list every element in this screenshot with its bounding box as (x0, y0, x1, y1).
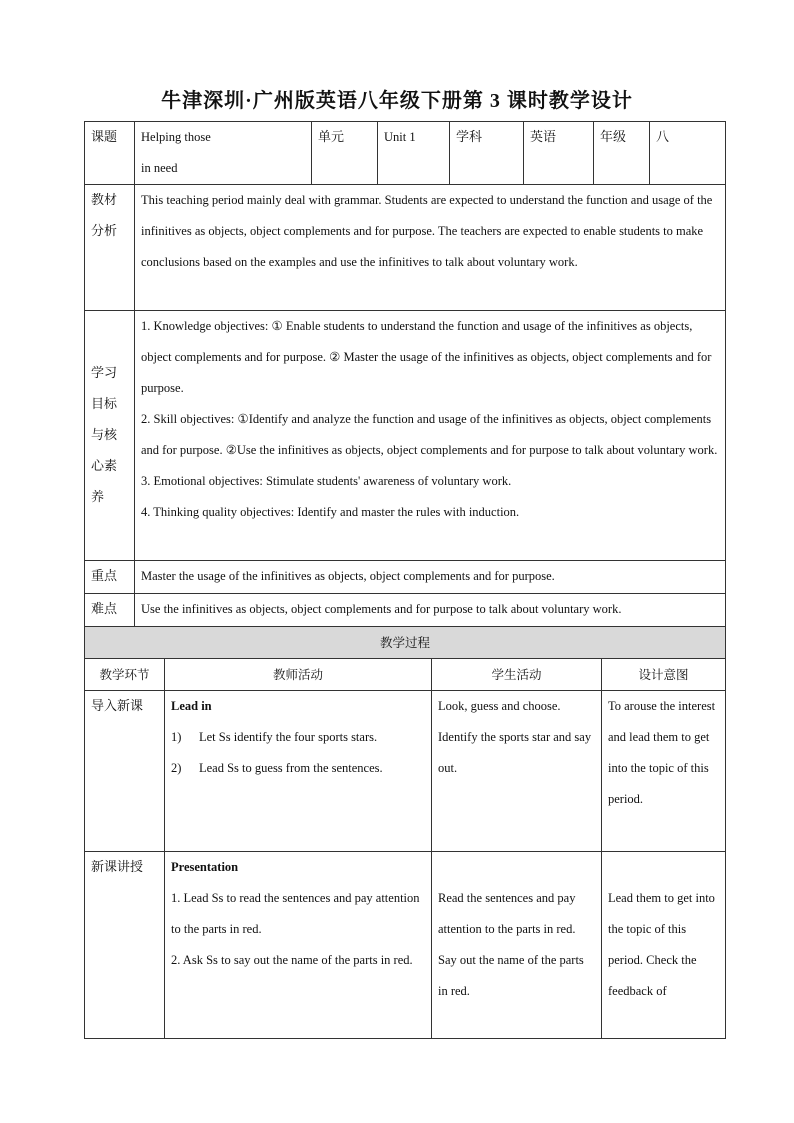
item-number: 1) (171, 730, 182, 744)
topic-line: Helping those (141, 130, 211, 144)
difficult-label: 难点 (85, 594, 135, 627)
spacer (438, 852, 595, 883)
item-text: Let Ss identify the four sports stars. (199, 730, 378, 744)
objective-item: 1. Knowledge objectives: ① Enable students to understand the function and usage of the infinitives as objects, object complements and for purpose. ② Master the usage of the infinitives as objects, object complements and for purpose. (141, 319, 712, 395)
analysis-label (85, 185, 135, 311)
grade-label: 年级 (594, 122, 650, 185)
item-text: Lead Ss to guess from the sentences. (199, 761, 383, 775)
teacher-item: 1. Lead Ss to read the sentences and pay attention to the parts in red. (171, 891, 420, 936)
objectives-label-line: 目标 (91, 397, 118, 412)
stage-cell: 导入新课 (85, 691, 165, 852)
purpose-cell: To arouse the interest and lead them to get into the topic of this period. (602, 691, 726, 852)
objective-item: 3. Emotional objectives: Stimulate students' awareness of voluntary work. (141, 474, 512, 488)
grade-value: 八 (650, 122, 726, 185)
analysis-label-line: 分析 (91, 224, 118, 239)
teacher-title: Presentation (171, 860, 239, 874)
teacher-item (171, 722, 425, 753)
topic-line: in need (141, 161, 178, 175)
difficult-row (85, 594, 726, 627)
key-text: Master the usage of the infinitives as objects, object complements and for purpose. (135, 561, 726, 594)
purpose-text: Lead them to get into the topic of this period. Check the feedback of (608, 891, 715, 998)
teacher-item (171, 753, 425, 784)
objectives-label (85, 311, 135, 561)
teacher-item: 2. Ask Ss to say out the name of the parts in red. (171, 953, 413, 967)
header-teacher: 教师活动 (165, 659, 432, 691)
item-number: 2) (171, 761, 182, 775)
difficult-text: Use the infinitives as objects, object complements and for purpose to talk about voluntary work. (135, 594, 726, 627)
analysis-row (85, 185, 726, 311)
header-stage: 教学环节 (85, 659, 165, 691)
header-purpose: 设计意图 (602, 659, 726, 691)
objective-item: 4. Thinking quality objectives: Identify and master the rules with induction. (141, 505, 520, 519)
process-header-row (85, 659, 726, 691)
analysis-text: This teaching period mainly deal with grammar. Students are expected to understand the function and usage of the infinitives as objects, object complements and for purpose. The teachers are expected to enable students to make conclusions based on the examples and use the infinitives to talk about voluntary work. (135, 185, 726, 311)
key-label: 重点 (85, 561, 135, 594)
stage-cell: 新课讲授 (85, 852, 165, 1039)
purpose-cell (602, 852, 726, 1039)
objectives-text (135, 311, 726, 561)
topic-label: 课题 (85, 122, 135, 185)
objectives-label-line: 心素 (91, 459, 118, 474)
unit-value: Unit 1 (378, 122, 450, 185)
process-row (85, 691, 726, 852)
subject-label: 学科 (450, 122, 524, 185)
process-row (85, 852, 726, 1039)
teacher-cell (165, 852, 432, 1039)
header-student: 学生活动 (432, 659, 602, 691)
topic-row (85, 122, 726, 185)
page-title: 牛津深圳·广州版英语八年级下册第 3 课时教学设计 (161, 90, 633, 112)
subject-value: 英语 (524, 122, 594, 185)
student-cell (432, 852, 602, 1039)
objectives-label-line: 学习 (91, 366, 118, 381)
teaching-process-table (84, 626, 726, 1039)
spacer (608, 852, 719, 883)
lesson-info-table (84, 121, 726, 627)
student-cell: Look, guess and choose. Identify the sports star and say out. (432, 691, 602, 852)
objectives-label-line: 与核 (91, 428, 118, 443)
objectives-row (85, 311, 726, 561)
objective-item: 2. Skill objectives: ①Identify and analyze the function and usage of the infinitives as objects, object complements and for purpose. ②Use the infinitives as objects, object complements and for purpose to talk about voluntary work. (141, 412, 718, 457)
objectives-label-line: 养 (91, 490, 105, 505)
analysis-label-line: 教材 (91, 193, 118, 208)
student-text: Read the sentences and pay attention to the parts in red. Say out the name of the parts in red. (438, 891, 584, 998)
key-row (85, 561, 726, 594)
process-banner: 教学过程 (85, 627, 726, 659)
topic-value (135, 122, 312, 185)
teacher-title: Lead in (171, 699, 212, 713)
process-banner-row (85, 627, 726, 659)
unit-label: 单元 (312, 122, 378, 185)
teacher-cell (165, 691, 432, 852)
